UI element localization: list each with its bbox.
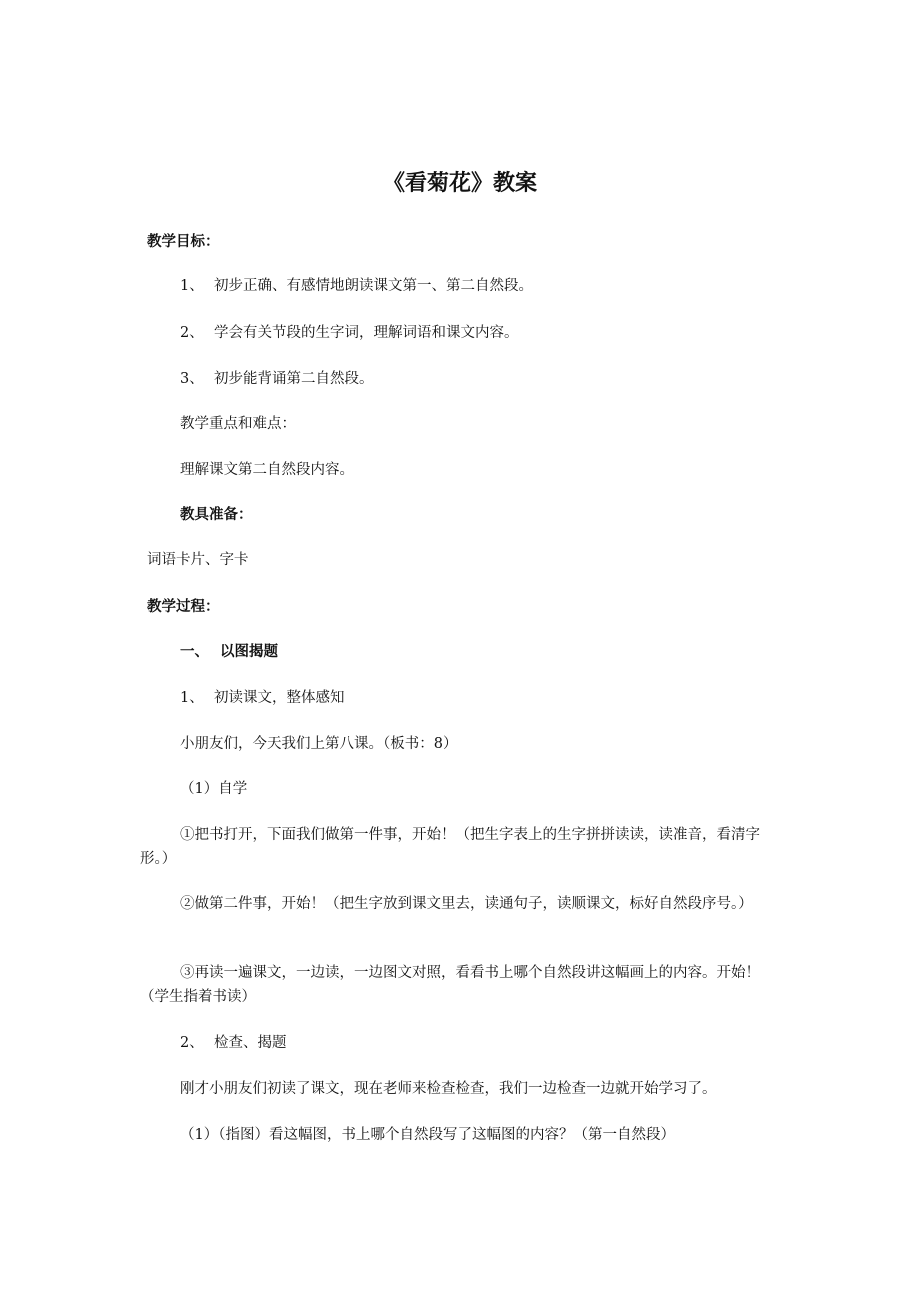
paragraph-step-3: ③再读一遍课文，一边读，一边图文对照，看看书上哪个自然段讲这幅画上的内容。开始！（学生指着书读） [140, 965, 760, 1005]
tools-heading: 教具准备： [180, 506, 253, 523]
document-title: 《看菊花》教案 [382, 170, 537, 196]
objective-number: 1、 [180, 278, 204, 294]
focus-text: 理解课文第二自然段内容。 [180, 462, 354, 478]
objective-text: 初步正确、有感情地朗读课文第一、第二自然段。 [214, 278, 533, 294]
self-study-heading: （1）自学 [180, 781, 248, 797]
step-number: 2、 [180, 1035, 204, 1051]
paragraph-step-1: ①把书打开，下面我们做第一件事，开始！（把生字表上的生字拼拼读读，读准音，看清字形。） [140, 827, 760, 867]
step-heading-1 [180, 687, 345, 709]
process-heading: 教学过程： [147, 598, 220, 615]
objectives-heading: 教学目标： [147, 233, 220, 250]
check-intro-text: 刚才小朋友们初读了课文，现在老师来检查检查，我们一边检查一边就开始学习了。 [180, 1081, 717, 1097]
focus-heading: 教学重点和难点： [180, 416, 296, 432]
objective-item-1 [180, 275, 533, 297]
step-text: 检查、揭题 [214, 1035, 287, 1051]
paragraph-step-2: ②做第二件事，开始！（把生字放到课文里去，读通句子，读顺课文，标好自然段序号。） [180, 896, 753, 912]
question-1: （1）（指图）看这幅图，书上哪个自然段写了这幅图的内容？（第一自然段） [180, 1127, 675, 1143]
intro-text: 小朋友们，今天我们上第八课。（板书：8） [180, 736, 458, 752]
objective-text: 学会有关节段的生字词，理解词语和课文内容。 [214, 325, 519, 341]
objective-text: 初步能背诵第二自然段。 [214, 371, 374, 387]
tools-text: 词语卡片、字卡 [147, 552, 249, 568]
step-text: 初读课文，整体感知 [214, 690, 345, 706]
section-text: 以图揭题 [220, 643, 278, 660]
section-number: 一、 [180, 643, 209, 660]
section-heading-1 [180, 641, 278, 663]
step-number: 1、 [180, 690, 204, 706]
objective-number: 3、 [180, 371, 204, 387]
step-heading-2 [180, 1032, 287, 1054]
objective-item-2 [180, 322, 519, 344]
objective-item-3 [180, 368, 374, 390]
objective-number: 2、 [180, 325, 204, 341]
